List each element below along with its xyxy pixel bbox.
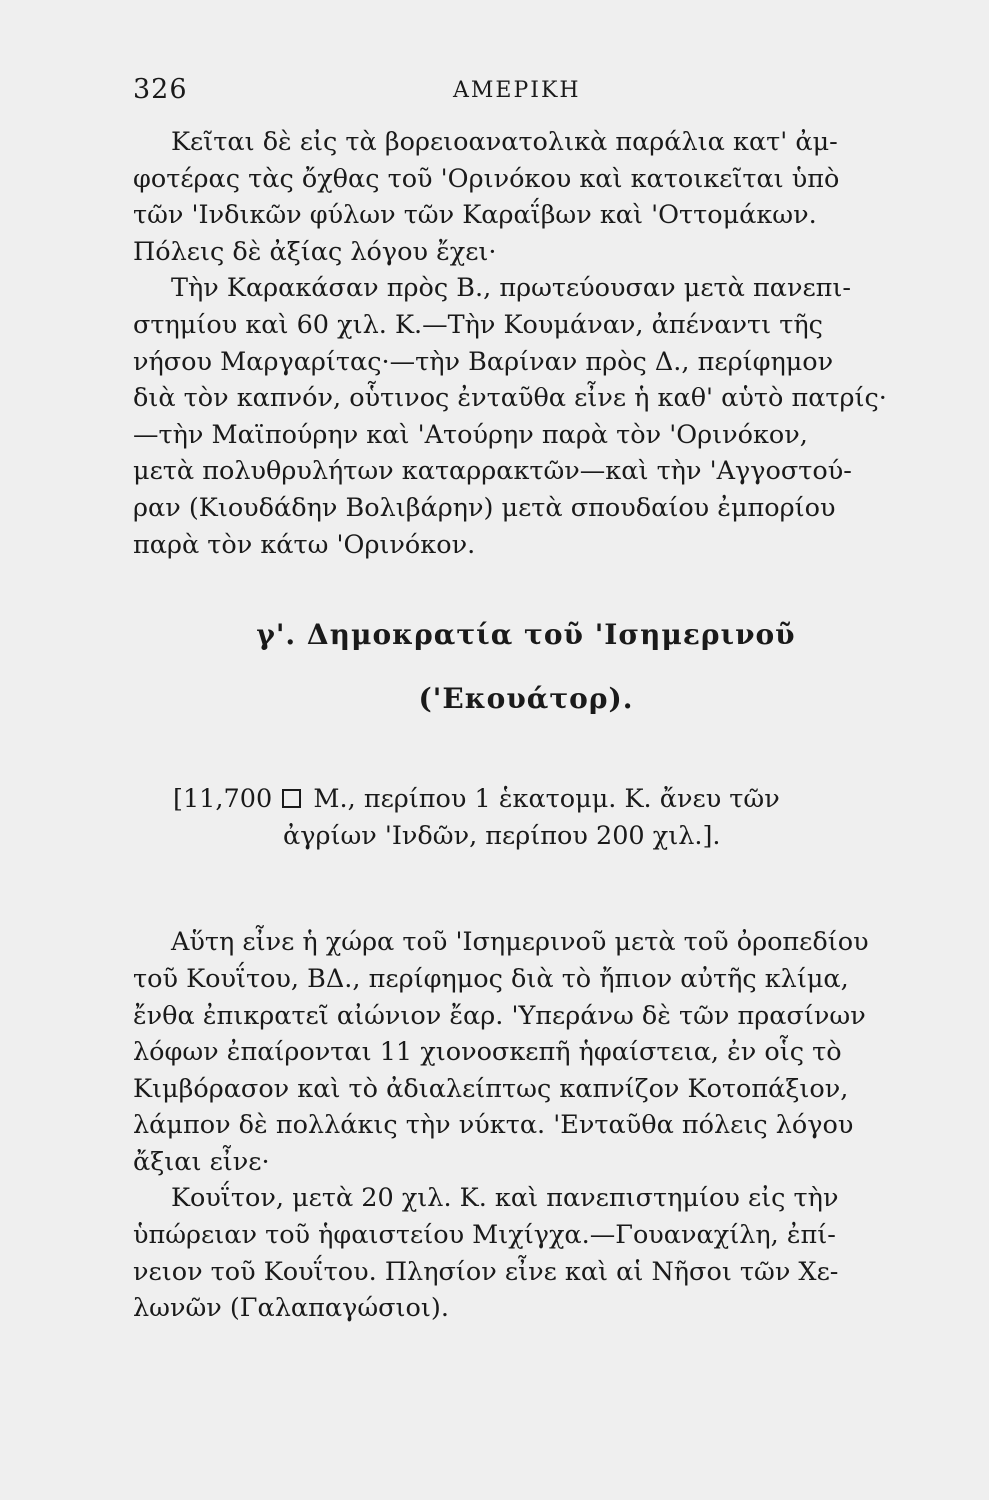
text-line: Κιμβόρασον καὶ τὸ ἀδιαλείπτως καπνίζον Κοτοπάξιον, — [133, 1073, 849, 1104]
text-line: ἔνθα ἐπικρατεῖ αἰώνιον ἔαρ. 'Υπεράνω δὲ τῶν πρασίνων — [133, 1000, 866, 1031]
paragraph-2 — [133, 270, 919, 563]
text-line: μετὰ πολυθρυλήτων καταρρακτῶν—καὶ τὴν 'Αγγοστού- — [133, 456, 852, 487]
text-line: Κουΐτον, μετὰ 20 χιλ. Κ. καὶ πανεπιστημίου εἰς τὴν — [171, 1183, 839, 1214]
text-line: νειον τοῦ Κουΐτου. Πλησίον εἶνε καὶ αἱ Νῆσοι τῶν Χε- — [133, 1256, 839, 1287]
text-line: τοῦ Κουΐτου, ΒΔ., περίφημος διὰ τὸ ἤπιον αὐτῆς κλίμα, — [133, 963, 849, 994]
section-subtitle: ('Εκουάτορ). — [418, 682, 634, 716]
text-line: Πόλεις δὲ ἀξίας λόγου ἔχει· — [133, 236, 497, 267]
text-line: νήσου Μαργαρίτας·—τὴν Βαρίναν πρὸς Δ., περίφημον — [133, 346, 834, 377]
text-line: λόφων ἐπαίρονται 11 χιονοσκεπῆ ἡφαίστεια, ἐν οἷς τὸ — [133, 1037, 842, 1068]
text-line: Τὴν Καρακάσαν πρὸς Β., πρωτεύουσαν μετὰ πανεπι- — [171, 273, 852, 304]
text-line: ραν (Κιουδάδην Βολιβάρην) μετὰ σπουδαίου ἐμπορίου — [133, 492, 836, 523]
statistics-line-1 — [133, 781, 919, 818]
population-text: Μ., περίπου 1 ἑκατομμ. Κ. ἄνευ τῶν — [313, 784, 780, 815]
text-line: Αὕτη εἶνε ἡ χώρα τοῦ 'Ισημερινοῦ μετὰ τοῦ ὀροπεδίου — [171, 927, 869, 958]
text-line: στημίου καὶ 60 χιλ. Κ.—Τὴν Κουμάναν, ἀπέναντι τῆς — [133, 309, 823, 340]
page-number: 326 — [133, 74, 188, 105]
square-miles-icon — [282, 789, 301, 808]
text-line: τῶν 'Ινδικῶν φύλων τῶν Καραΐβων καὶ 'Οττομάκων. — [133, 200, 817, 231]
section-title: γ'. Δημοκρατία τοῦ 'Ισημερινοῦ — [256, 618, 796, 652]
text-line: διὰ τὸν καπνόν, οὗτινος ἐνταῦθα εἶνε ἡ καθ' αὑτὸ πατρίς· — [133, 383, 887, 414]
statistics-note — [133, 781, 919, 854]
text-line: Κεῖται δὲ εἰς τὰ βορειοανατολικὰ παράλια κατ' ἀμ- — [171, 127, 838, 157]
text-line: λάμπον δὲ πολλάκις τὴν νύκτα. 'Ενταῦθα πόλεις λόγου — [133, 1110, 854, 1141]
paragraph-3 — [133, 924, 919, 1180]
area-value: [11,700 — [173, 784, 273, 815]
paragraph-4 — [133, 1180, 919, 1326]
text-line: λωνῶν (Γαλαπαγώσιοι). — [133, 1293, 449, 1324]
section-body — [133, 924, 919, 1327]
running-title: ΑΜΕΡΙΚΗ — [453, 78, 581, 103]
page-header — [133, 62, 919, 118]
text-line: φοτέρας τὰς ὄχθας τοῦ 'Ορινόκου καὶ κατοικεῖται ὑπὸ — [133, 163, 840, 194]
text-line: παρὰ τὸν κάτω 'Ορινόκον. — [133, 529, 476, 560]
statistics-line-2: ἀγρίων 'Ινδῶν, περίπου 200 χιλ.]. — [283, 820, 721, 851]
text-line: ἄξιαι εἶνε· — [133, 1146, 270, 1177]
paragraph-1 — [133, 124, 919, 270]
text-line: —τὴν Μαϊπούρην καὶ 'Ατούρην παρὰ τὸν 'Ορινόκον, — [133, 419, 808, 450]
text-line: ὑπώρειαν τοῦ ἡφαιστείου Μιχίγχα.—Γουαναχίλη, ἐπί- — [133, 1220, 836, 1251]
